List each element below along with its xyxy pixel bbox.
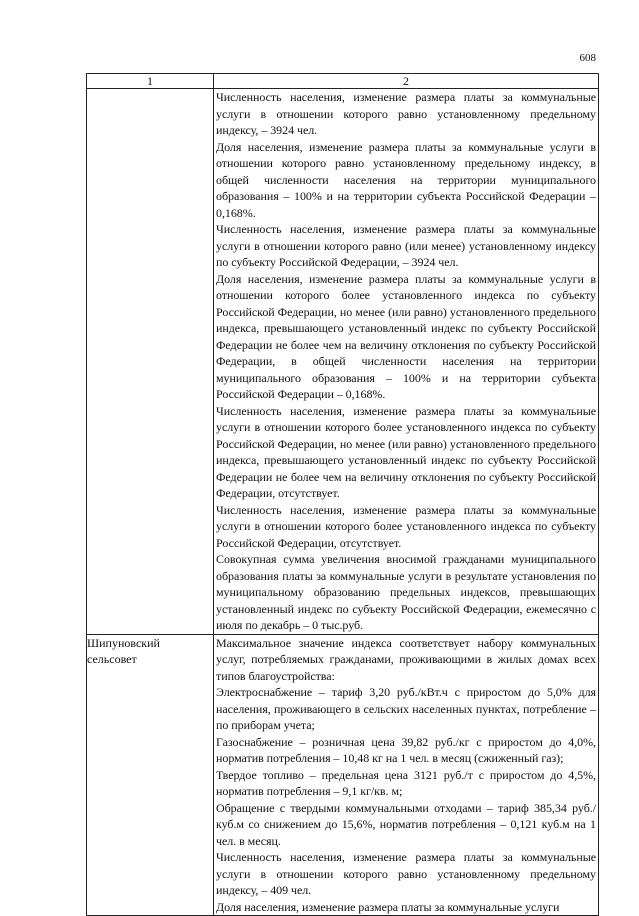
paragraph: Численность населения, изменение размера платы за коммунальные услуги в отношении которого более установленного индекса по субъекту Российской Федерации, отсутствует. — [216, 502, 596, 550]
municipality-name-cell — [87, 634, 214, 916]
paragraph: Доля населения, изменение размера платы за коммунальные услуги в отношении которого равно установленному предельному индексу, в общей численности населения на территории муниципального образования – 100% и на территории субъекта Российской Федерации – 0,168%. — [216, 139, 596, 220]
paragraph: Совокупная сумма увеличения вносимой гражданами муниципального образования платы за коммунальные услуги в результате установления по муниципальному образованию предельных индексов, превышающих установленный индекс по субъекту Российской Федерации, ежемесячно с июля по декабрь – 0 тыс.руб. — [216, 552, 596, 632]
table-row — [87, 89, 599, 635]
paragraph: Электроснабжение – тариф 3,20 руб./кВт.ч с приростом до 5,0% для населения, проживающего в сельских населенных пунктах, потребление – по приборам учета; — [216, 685, 596, 732]
description-cell — [214, 89, 599, 635]
paragraph: Обращение с твердыми коммунальными отходами – тариф 385,34 руб./куб.м со снижением до 15,6%, норматив потребления – 0,121 куб.м на 1 чел. в месяц. — [216, 800, 596, 848]
paragraph: Максимальное значение индекса соответствует набору коммунальных услуг, потребляемых гражданами, проживающими в жилых домах всех типов благоустройства: — [216, 635, 596, 683]
header-col-1: 1 — [87, 74, 214, 89]
paragraph: Твердое топливо – предельная цена 3121 руб./т с приростом до 4,5%, норматив потребления – 9,1 кг/кв. м; — [216, 767, 596, 798]
municipality-name-cell — [87, 89, 214, 635]
header-col-2: 2 — [214, 74, 599, 89]
paragraph: Численность населения, изменение размера платы за коммунальные услуги в отношении которого более установленного индекса по субъекту Российской Федерации, но менее (или равно) установленного предельного индекса, превышающего установленный индекс по субъекту Российской Федерации не более чем на величину отклонения по субъекту Российской Федерации, отсутствует. — [216, 403, 596, 500]
paragraph: Газоснабжение – розничная цена 39,82 руб./кг с приростом до 4,0%, норматив потребления – 10,48 кг на 1 чел. в месяц (сжиженный газ); — [216, 734, 596, 765]
paragraph: Численность населения, изменение размера платы за коммунальные услуги в отношении которого равно установленному предельному индексу, – 409 чел. — [216, 850, 596, 897]
page-number: 608 — [579, 52, 596, 64]
paragraph: Численность населения, изменение размера платы за коммунальные услуги в отношении которого равно установленному предельному индексу, – 3924 чел. — [216, 90, 596, 137]
table-header-row — [87, 74, 599, 89]
document-table — [86, 73, 599, 916]
municipality-name-line: сельсовет — [87, 652, 137, 666]
description-cell — [214, 634, 599, 916]
table-row — [87, 634, 599, 916]
paragraph: Доля населения, изменение размера платы за коммунальные услуги в отношении которого более установленного индекса по субъекту Российской Федерации, но менее (или равно) установленного предельного индекса, превышающего установленный индекс по субъекту Российской Федерации не более чем на величину отклонения по субъекту Российской Федерации, в общей численности населения на территории муниципального образования – 100% и на территории субъекта Российской Федерации – 0,168%. — [216, 271, 596, 401]
paragraph: Доля населения, изменение размера платы за коммунальные услуги — [216, 899, 560, 914]
paragraph: Численность населения, изменение размера платы за коммунальные услуги в отношении которого равно (или менее) установленному индексу по субъекту Российской Федерации, – 3924 чел. — [216, 222, 596, 269]
municipality-name-line: Шипуновский — [87, 635, 160, 650]
